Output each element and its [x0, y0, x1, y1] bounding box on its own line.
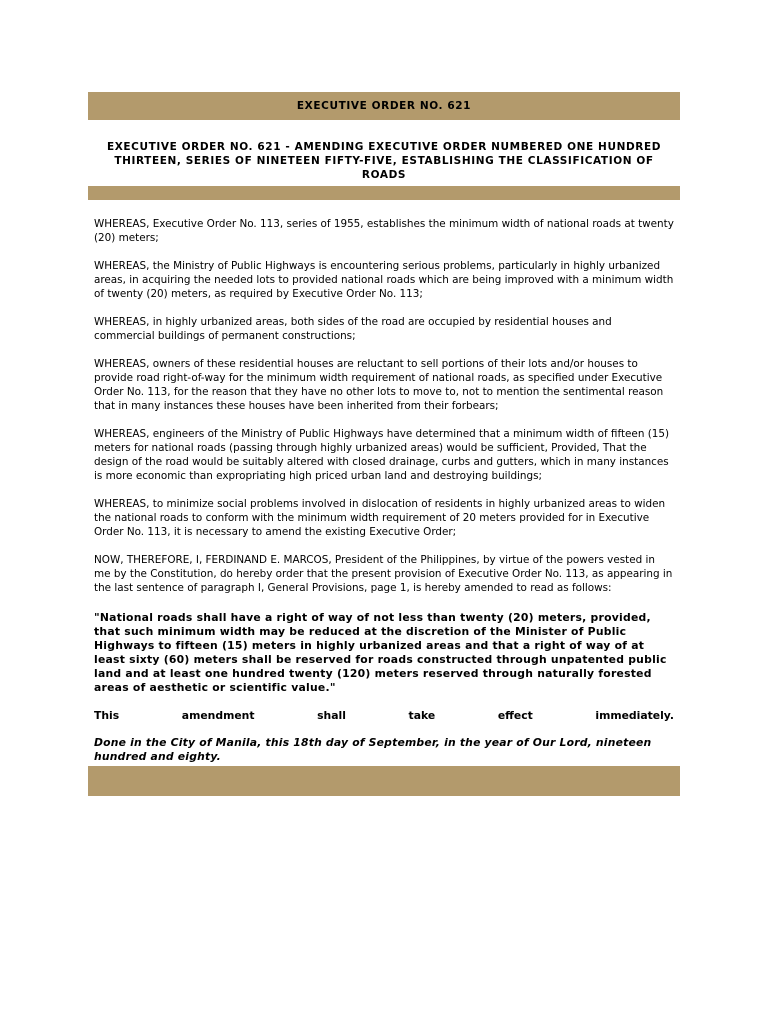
effectivity-clause [94, 709, 674, 722]
effectivity-word: shall [317, 709, 346, 722]
whereas-paragraph-5: WHEREAS, engineers of the Ministry of Public Highways have determined that a minimum width of fifteen (15) meters for national roads (passing through highly urbanized areas) would be sufficient, Provided, That the design of the road would be suitably altered with closed drainage, curbs and gutters, which in many instances is more economic than expropriating high priced urban land and destroying buildings; [94, 428, 670, 482]
effectivity-word: effect [497, 709, 533, 722]
title-bar [88, 92, 680, 120]
document-subtitle: EXECUTIVE ORDER NO. 621 - AMENDING EXECUTIVE ORDER NUMBERED ONE HUNDRED THIRTEEN, SERIES OF NINETEEN FIFTY-FIVE, ESTABLISHING THE CLASSIFICATION OF ROADS [106, 141, 662, 181]
whereas-paragraph-2: WHEREAS, the Ministry of Public Highways is encountering serious problems, particularly in highly urbanized areas, in acquiring the needed lots to provided national roads which are being improved with a minimum width of twenty (20) meters, as required by Executive Order No. 113; [94, 260, 674, 300]
header-divider-band [88, 186, 680, 200]
effectivity-word: take [408, 709, 436, 722]
done-in-manila-clause: Done in the City of Manila, this 18th day of September, in the year of Our Lord, nineteen hundred and eighty. [94, 736, 652, 763]
document-page [88, 92, 680, 796]
now-therefore-paragraph: NOW, THEREFORE, I, FERDINAND E. MARCOS, President of the Philippines, by virtue of the powers vested in me by the Constitution, do hereby order that the present provision of Executive Order No. 113, as appearing in the last sentence of paragraph I, General Provisions, page 1, is hereby amended to read as follows: [94, 554, 673, 594]
effectivity-word: amendment [181, 709, 255, 722]
footer-band [88, 766, 680, 796]
document-body [88, 217, 680, 764]
whereas-paragraph-3: WHEREAS, in highly urbanized areas, both sides of the road are occupied by residential houses and commercial buildings of permanent constructions; [94, 316, 612, 342]
effectivity-word: This [94, 709, 120, 722]
effectivity-word: immediately. [595, 709, 674, 722]
whereas-paragraph-6: WHEREAS, to minimize social problems involved in dislocation of residents in highly urbanized areas to widen the national roads to conform with the minimum width requirement of 20 meters provided for in Executive Order No. 113, it is necessary to amend the existing Executive Order; [94, 498, 666, 538]
document-title: EXECUTIVE ORDER NO. 621 [296, 100, 472, 112]
amended-provision-quote: "National roads shall have a right of way of not less than twenty (20) meters, provided, that such minimum width may be reduced at the discretion of the Minister of Public Highways to fifteen (15) meters in highly urbanized areas and that a right of way of at least sixty (60) meters shall be reserved for roads constructed through unpatented public land and at least one hundred twenty (120) meters reserved through naturally forested areas of aesthetic or scientific value." [94, 611, 667, 694]
whereas-paragraph-1: WHEREAS, Executive Order No. 113, series of 1955, establishes the minimum width of national roads at twenty (20) meters; [94, 218, 674, 244]
whereas-paragraph-4: WHEREAS, owners of these residential houses are reluctant to sell portions of their lots and/or houses to provide road right-of-way for the minimum width requirement of national roads, as specified under Executive Order No. 113, for the reason that they have no other lots to move to, not to mention the sentimental reason that in many instances these houses have been inherited from their forbears; [94, 358, 664, 412]
